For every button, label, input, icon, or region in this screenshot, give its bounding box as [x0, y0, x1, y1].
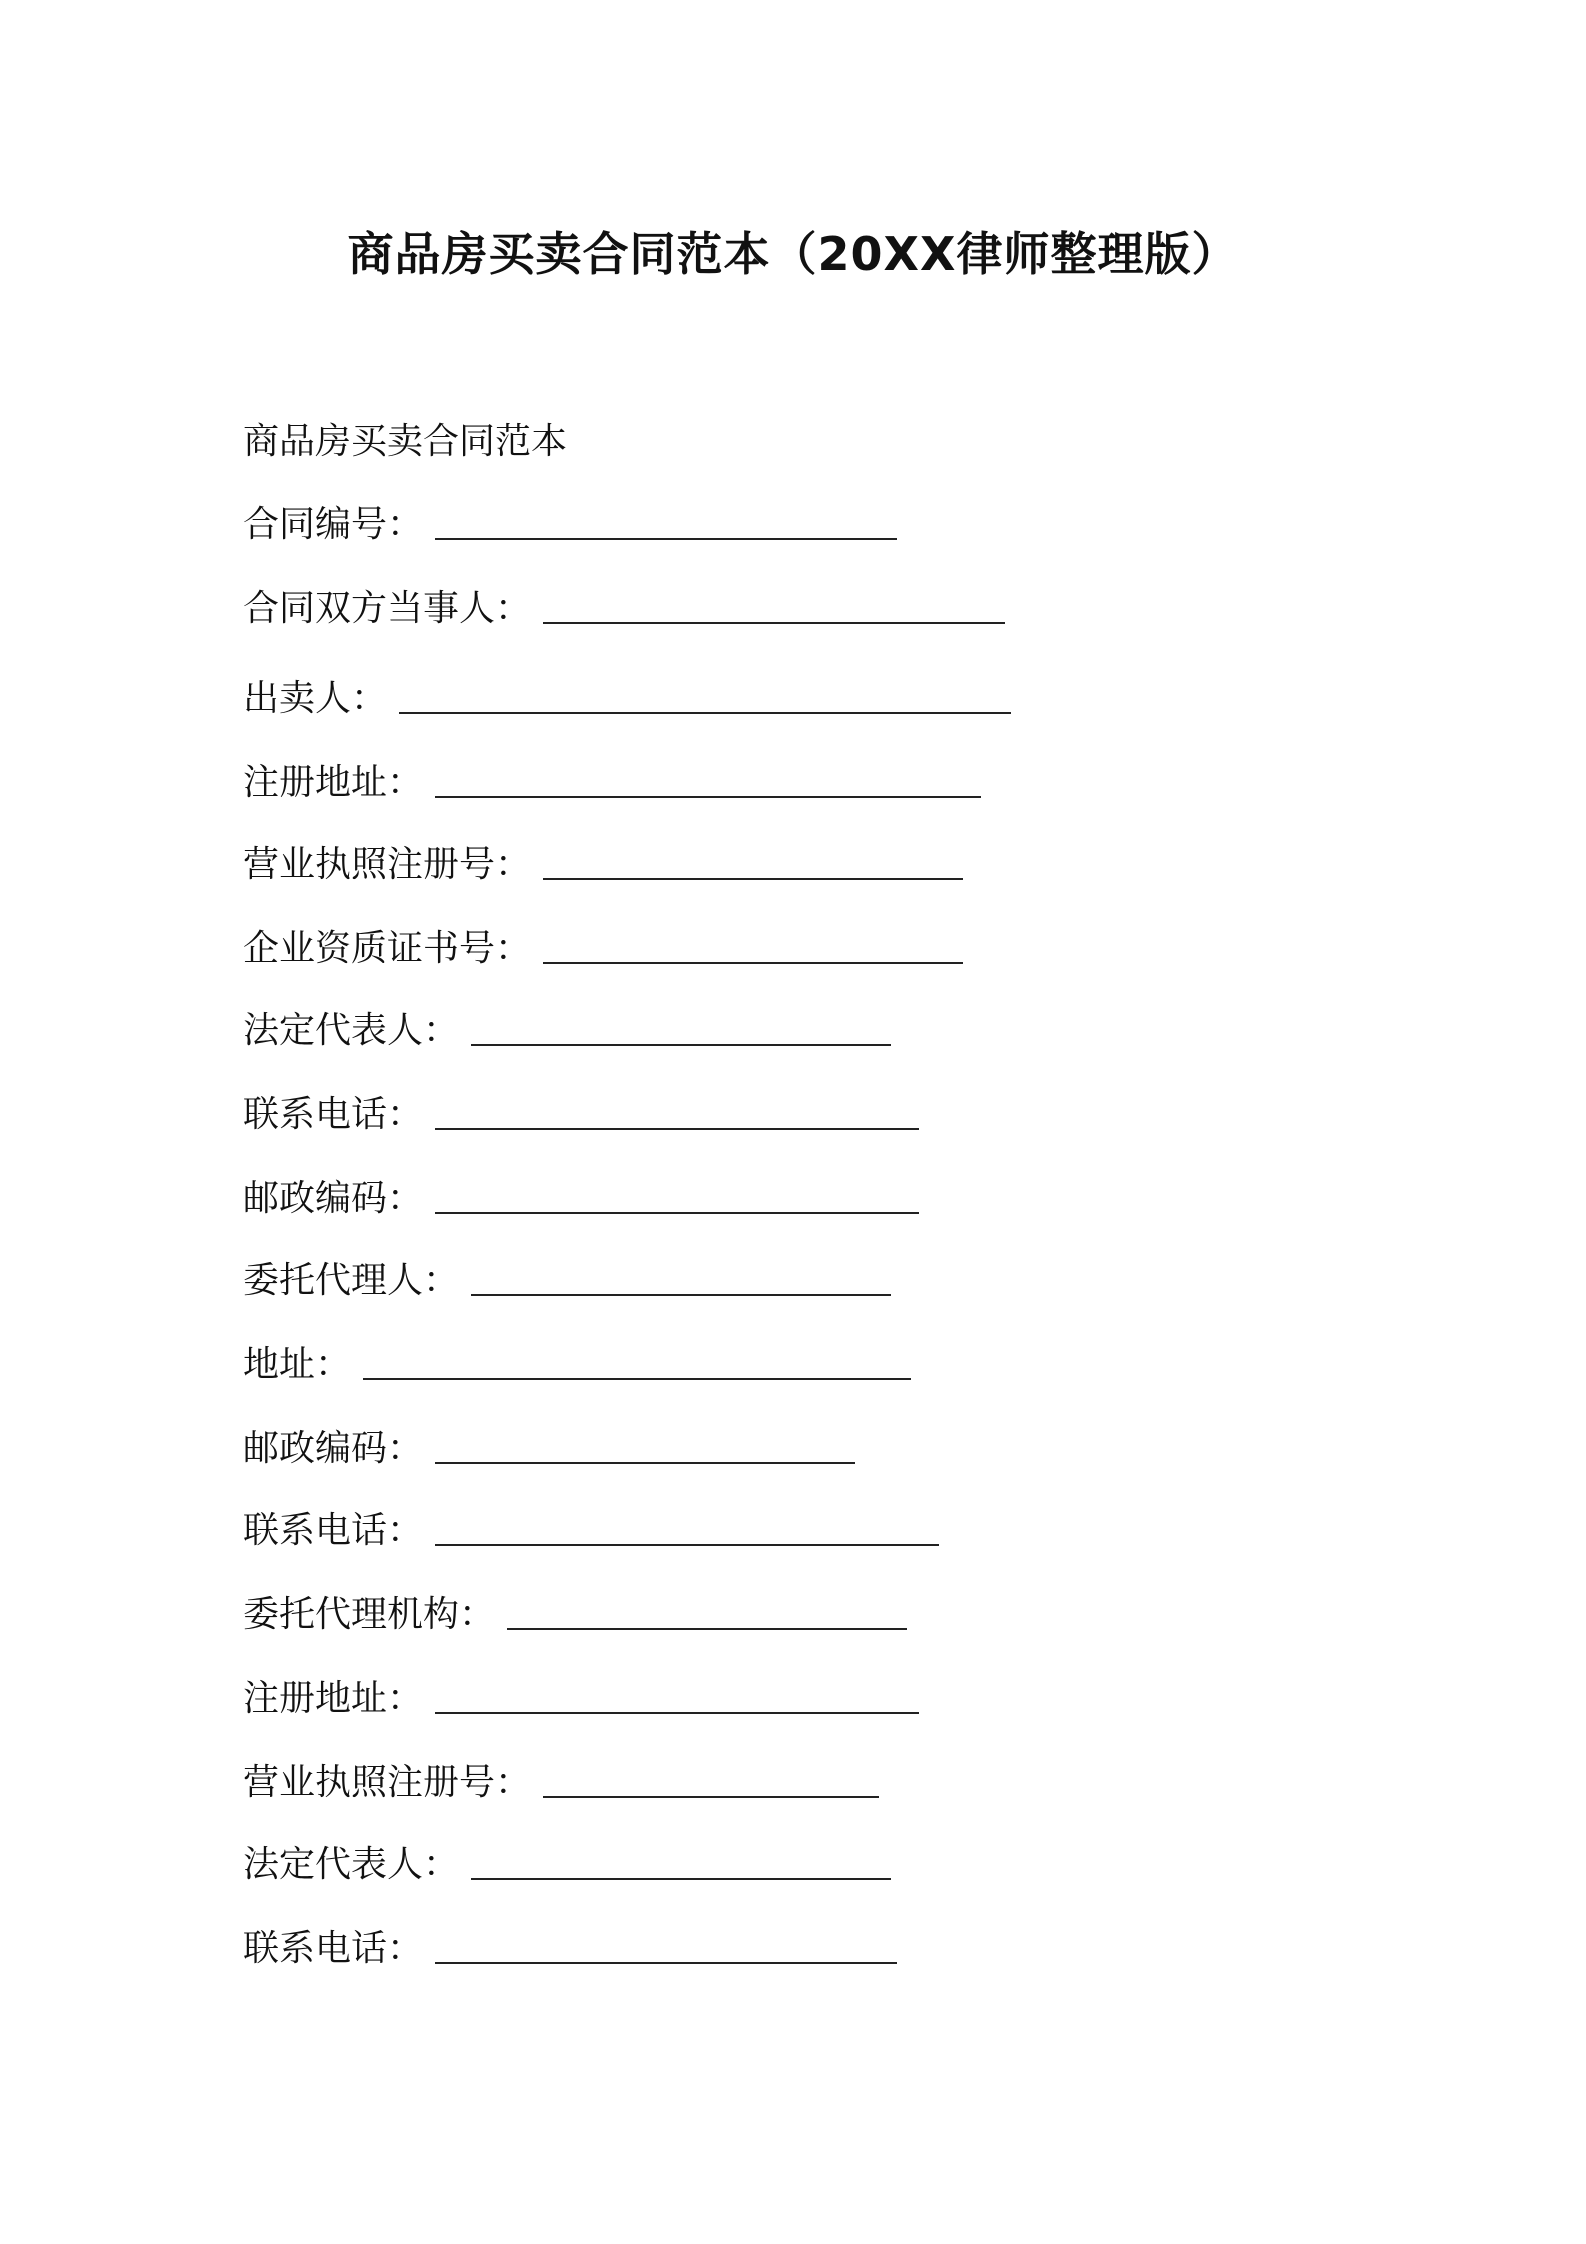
- field-parties: [243, 580, 1005, 632]
- fill-blank-line[interactable]: [435, 1544, 939, 1546]
- field-seller-address: [243, 754, 981, 806]
- field-legal-representative: [243, 1002, 891, 1054]
- fill-blank-line[interactable]: [435, 796, 981, 798]
- field-label: 委托代理人：: [243, 1260, 460, 1301]
- fill-blank-line[interactable]: [435, 538, 897, 540]
- field-label: 合同双方当事人：: [243, 588, 532, 629]
- fill-blank-line[interactable]: [471, 1044, 891, 1046]
- field-agent-address: [243, 1336, 911, 1388]
- field-label: 委托代理机构：: [243, 1594, 496, 1635]
- field-label: 邮政编码：: [243, 1428, 424, 1469]
- field-seller: [243, 670, 1011, 722]
- field-label: 合同编号：: [243, 504, 424, 545]
- field-label: 联系电话：: [243, 1094, 424, 1135]
- fill-blank-line[interactable]: [399, 712, 1011, 714]
- fill-blank-line[interactable]: [471, 1294, 891, 1296]
- fill-blank-line[interactable]: [543, 878, 963, 880]
- field-label: 联系电话：: [243, 1928, 424, 1969]
- fill-blank-line[interactable]: [435, 1462, 855, 1464]
- field-agency-legal-representative: [243, 1836, 891, 1888]
- fill-blank-line[interactable]: [435, 1212, 919, 1214]
- document-title: 商品房买卖合同范本（20XX律师整理版）: [347, 227, 1239, 281]
- field-phone: [243, 1086, 919, 1138]
- field-agency-license: [243, 1754, 879, 1806]
- field-qualification-cert: [243, 920, 963, 972]
- fill-blank-line[interactable]: [471, 1878, 891, 1880]
- field-label: 营业执照注册号：: [243, 844, 532, 885]
- field-agency-phone: [243, 1920, 897, 1972]
- field-agent-postal-code: [243, 1420, 855, 1472]
- field-label: 邮政编码：: [243, 1178, 424, 1219]
- field-agency: [243, 1586, 907, 1638]
- field-agent-phone: [243, 1502, 939, 1554]
- field-label: 联系电话：: [243, 1510, 424, 1551]
- document-subtitle: 商品房买卖合同范本: [243, 421, 568, 462]
- field-agency-address: [243, 1670, 919, 1722]
- field-label: 营业执照注册号：: [243, 1762, 532, 1803]
- field-label: 地址：: [243, 1344, 352, 1385]
- field-business-license: [243, 836, 963, 888]
- field-agent: [243, 1252, 891, 1304]
- field-contract-number: [243, 496, 897, 548]
- fill-blank-line[interactable]: [435, 1128, 919, 1130]
- field-label: 法定代表人：: [243, 1844, 460, 1885]
- fill-blank-line[interactable]: [363, 1378, 911, 1380]
- field-label: 法定代表人：: [243, 1010, 460, 1051]
- field-label: 注册地址：: [243, 762, 424, 803]
- field-label: 注册地址：: [243, 1678, 424, 1719]
- fill-blank-line[interactable]: [543, 622, 1005, 624]
- fill-blank-line[interactable]: [507, 1628, 907, 1630]
- field-label: 企业资质证书号：: [243, 928, 532, 969]
- fill-blank-line[interactable]: [435, 1962, 897, 1964]
- fill-blank-line[interactable]: [543, 1796, 879, 1798]
- fill-blank-line[interactable]: [435, 1712, 919, 1714]
- field-label: 出卖人：: [243, 678, 388, 719]
- fill-blank-line[interactable]: [543, 962, 963, 964]
- field-postal-code: [243, 1170, 919, 1222]
